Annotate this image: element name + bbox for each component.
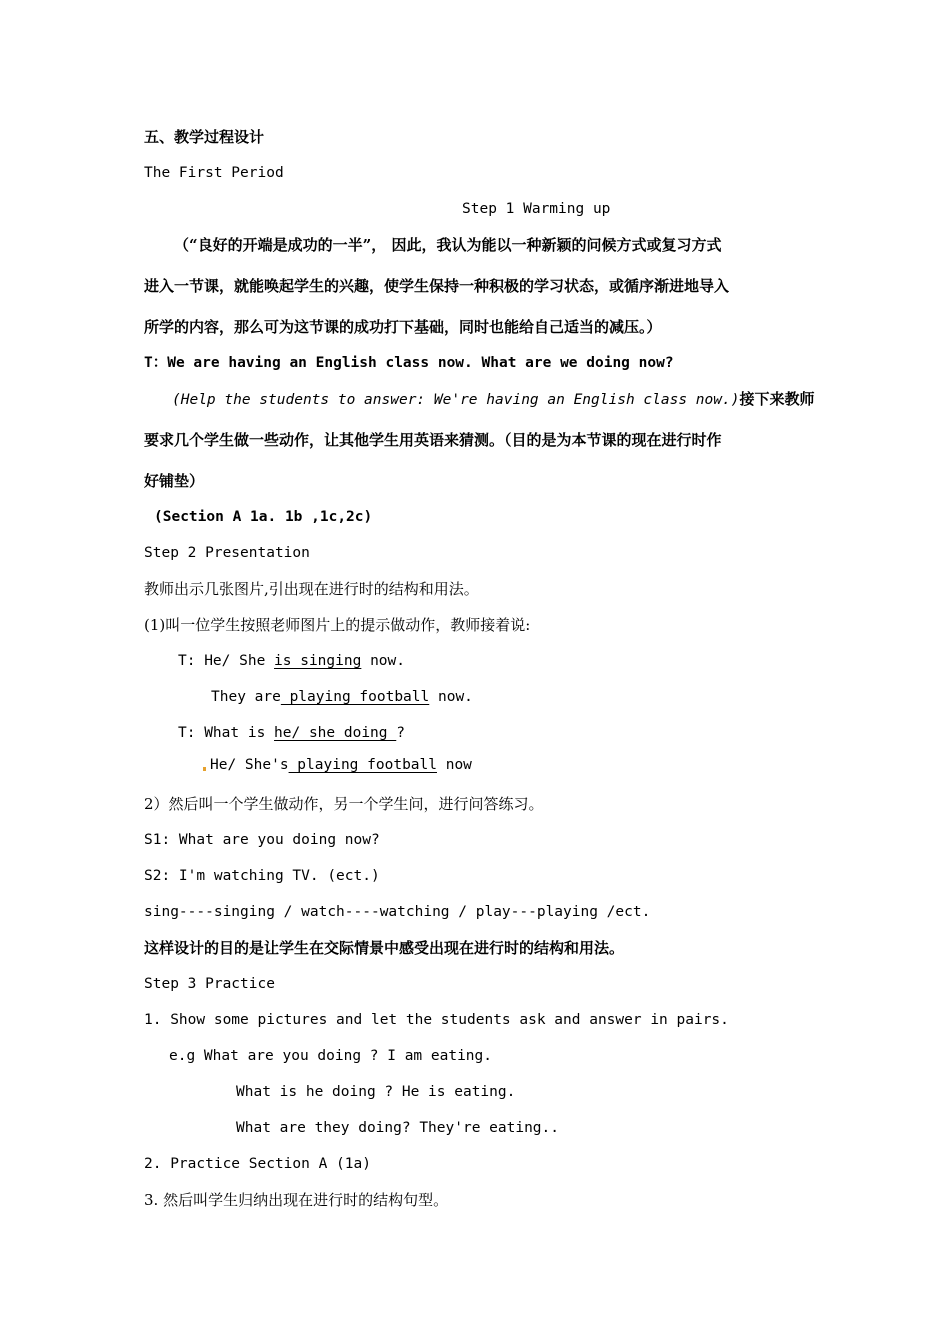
edit-marker-icon: [203, 767, 206, 771]
example-2-post: now.: [429, 689, 473, 705]
period-title: The First Period: [144, 165, 284, 181]
step2-p3: 2）然后叫一个学生做动作，另一个学生问，进行问答练习。: [144, 795, 544, 813]
step3-item2: 2. Practice Section A (1a): [144, 1156, 371, 1172]
step3-eg2: What is he doing ? He is eating.: [236, 1084, 516, 1100]
dialogue-s1: S1: What are you doing now?: [144, 832, 380, 848]
example-3-post: ?: [396, 725, 405, 741]
step3-item1: 1. Show some pictures and let the students ask and answer in pairs.: [144, 1012, 729, 1028]
step3-heading: Step 3 Practice: [144, 976, 275, 992]
help-text: (Help the students to answer: We're having an English class now.): [172, 392, 740, 408]
verb-forms: sing----singing / watch----watching / play---playing /ect.: [144, 904, 651, 920]
step3-item3: 3. 然后叫学生归纳出现在进行时的结构句型。: [144, 1191, 449, 1209]
step2-p2: (1)叫一位学生按照老师图片上的提示做动作，教师接着说:: [144, 616, 531, 634]
step1-intro-line2: 进入一节课，就能唤起学生的兴趣，使学生保持一种积极的学习状态，或循序渐进地导入: [144, 277, 730, 295]
step1-heading: Step 1 Warming up: [462, 201, 611, 217]
example-line-4: [203, 755, 472, 775]
section-title: 五、教学过程设计: [144, 128, 265, 146]
example-4-post: now: [436, 757, 472, 773]
section-ref: (Section A 1a. 1b ,1c,2c): [154, 509, 373, 525]
example-line-2: [211, 687, 473, 707]
step1-intro-line1: （“良好的开端是成功的一半”， 因此，我认为能以一种新颖的问候方式或复习方式: [174, 236, 722, 254]
example-3-pre: T: What is: [178, 725, 275, 741]
example-2-underlined: playing football: [280, 689, 430, 705]
help-after: 接下来教师: [739, 390, 815, 408]
dialogue-s2: S2: I'm watching TV. (ect.): [144, 868, 380, 884]
example-1-post: now.: [361, 653, 405, 669]
step3-eg1: e.g What are you doing ? I am eating.: [169, 1048, 493, 1064]
step2-purpose: 这样设计的目的是让学生在交际情景中感受出现在进行时的结构和用法。: [144, 939, 625, 957]
step1-intro-line3: 所学的内容，那么可为这节课的成功打下基础，同时也能给自己适当的减压。）: [144, 318, 662, 336]
example-1-pre: T: He/ She: [178, 653, 275, 669]
example-line-3: [178, 723, 405, 743]
help-line: [172, 389, 814, 410]
example-1-underlined: is singing: [274, 653, 362, 669]
step2-p1: 教师出示几张图片,引出现在进行时的结构和用法。: [144, 580, 479, 598]
teacher-question: T：We are having an English class now. What are we doing now?: [144, 355, 674, 371]
example-3-underlined: he/ she doing: [274, 725, 397, 741]
step3-eg3: What are they doing? They're eating..: [236, 1120, 560, 1136]
example-2-pre: They are: [211, 689, 281, 705]
example-4-underlined: playing football: [288, 757, 437, 773]
step2-heading: Step 2 Presentation: [144, 545, 310, 561]
guess-line1: 要求几个学生做一些动作，让其他学生用英语来猜测。（目的是为本节课的现在进行时作: [144, 431, 722, 449]
guess-line2: 好铺垫）: [144, 472, 205, 490]
example-4-pre: He/ She's: [210, 757, 289, 773]
example-line-1: [178, 651, 405, 671]
